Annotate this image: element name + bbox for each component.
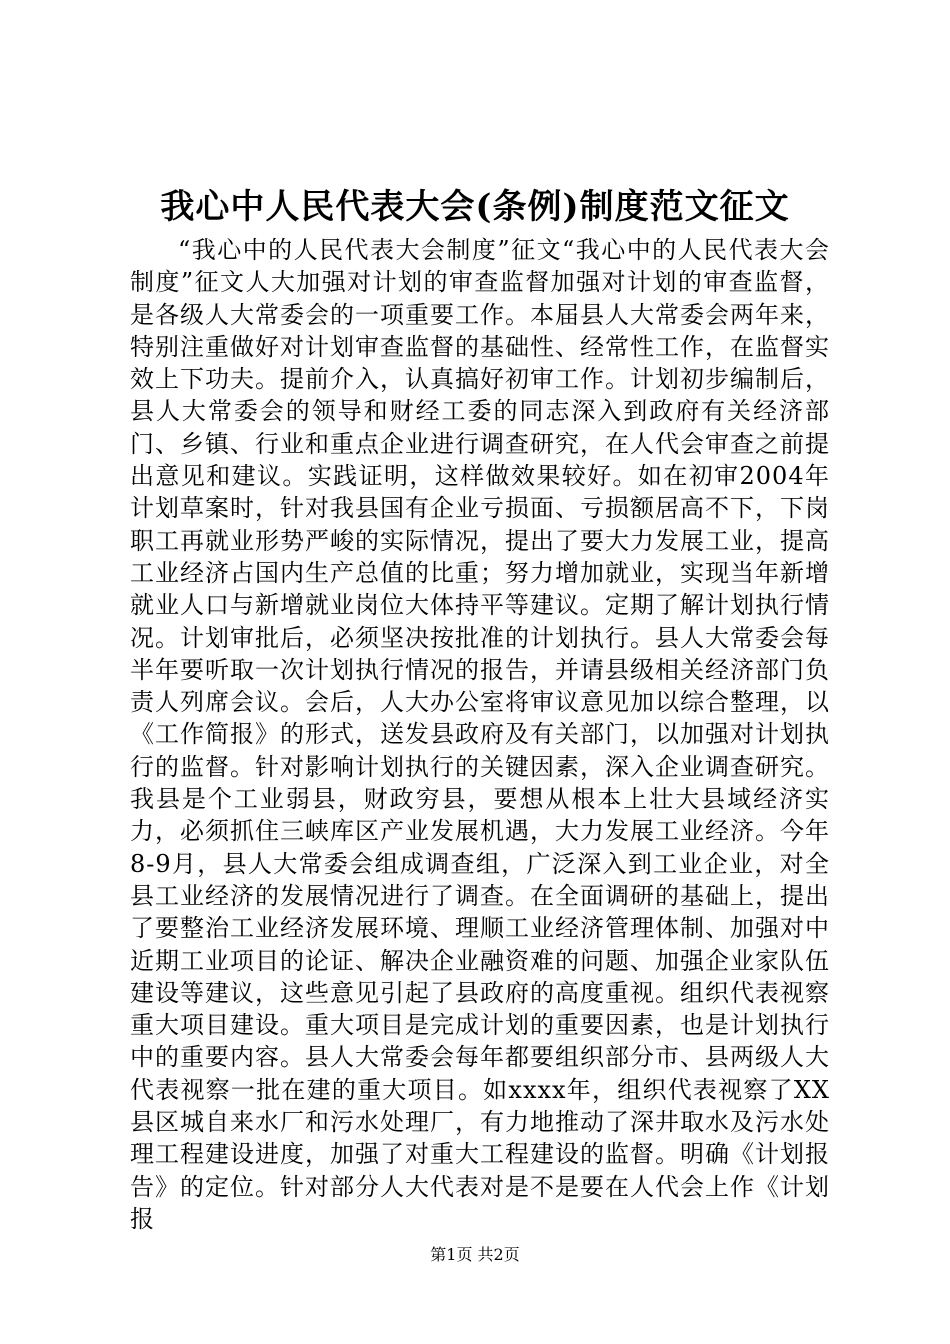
document-body: “我心中的人民代表大会制度”征文“我心中的人民代表大会制度”征文人大加强对计划的审查监督加强对计划的审查监督，是各级人大常委会的一项重要工作。本届县人大常委会两年来，特别注重做好对计划审查监督的基础性、经常性工作，在监督实效上下功夫。提前介入，认真搞好初审工作。计划初步编制后，县人大常委会的领导和财经工委的同志深入到政府有关经济部门、乡镇、行业和重点企业进行调查研究，在人代会审查之前提出意见和建议。实践证明，这样做效果较好。如在初审2004年计划草案时，针对我县国有企业亏损面、亏损额居高不下，下岗职工再就业形势严峻的实际情况，提出了要大力发展工业，提高工业经济占国内生产总值的比重；努力增加就业，实现当年新增就业人口与新增就业岗位大体持平等建议。定期了解计划执行情况。计划审批后，必须坚决按批准的计划执行。县人大常委会每半年要听取一次计划执行情况的报告，并请县级相关经济部门负责人列席会议。会后，人大办公室将审议意见加以综合整理，以《工作简报》的形式，送发县政府及有关部门，以加强对计划执行的监督。针对影响计划执行的关键因素，深入企业调查研究。我县是个工业弱县，财政穷县，要想从根本上壮大县域经济实力，必须抓住三峡库区产业发展机遇，大力发展工业经济。今年8-9月，县人大常委会组成调查组，广泛深入到工业企业，对全县工业经济的发展情况进行了调查。在全面调研的基础上，提出了要整治工业经济发展环境、理顺工业经济管理体制、加强对中近期工业项目的论证、解决企业融资难的问题、加强企业家队伍建设等建议，这些意见引起了县政府的高度重视。组织代表视察重大项目建设。重大项目是完成计划的重要因素，也是计划执行中的重要内容。县人大常委会每年都要组织部分市、县两级人大代表视察一批在建的重大项目。如xxxx年，组织代表视察了XX县区城自来水厂和污水处理厂，有力地推动了深井取水及污水处理工程建设进度，加强了对重大工程建设的监督。明确《计划报告》的定位。针对部分人大代表对是不是要在人代会上作《计划报 bbox=[130, 236, 830, 1233]
document-title: 我心中人民代表大会(条例)制度范文征文 bbox=[160, 187, 790, 227]
page-indicator: 第1页 共2页 bbox=[430, 1245, 520, 1264]
